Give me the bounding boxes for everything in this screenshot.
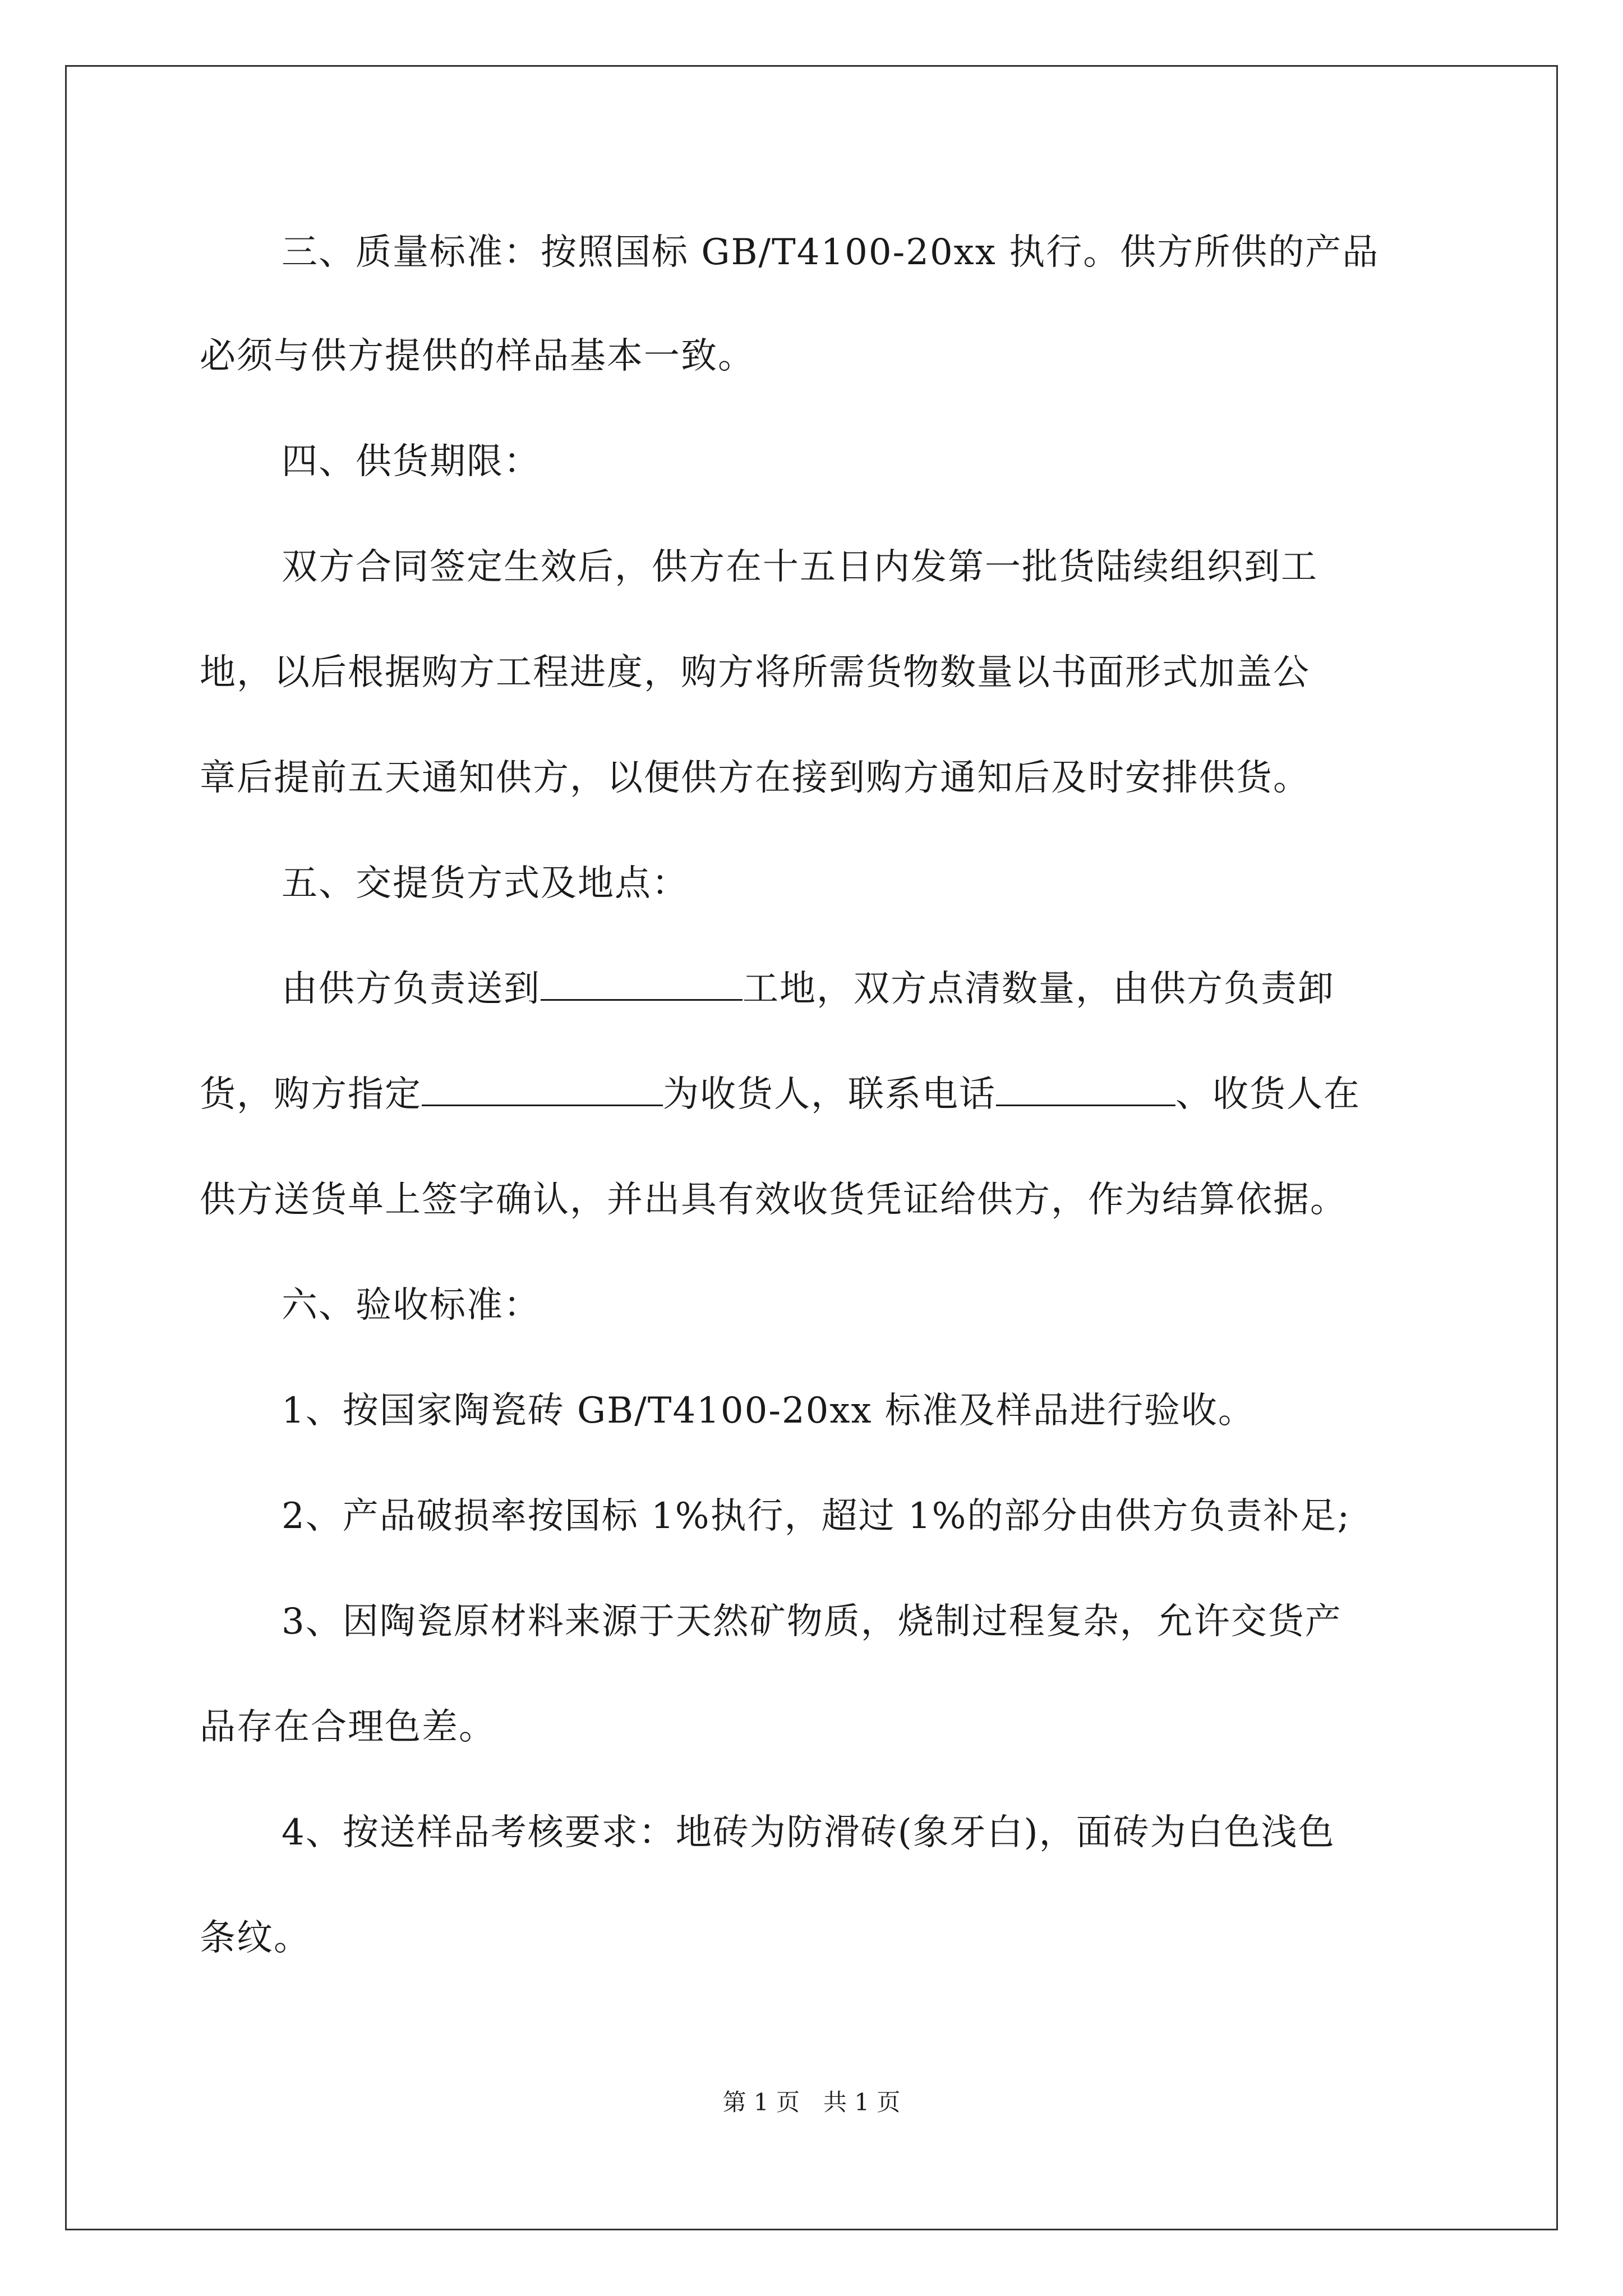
paragraph-supply-period-line-2: 地，以后根据购方工程进度，购方将所需货物数量以书面形式加盖公 xyxy=(200,652,1310,693)
paragraph-acceptance-item-3-line-2: 品存在合理色差。 xyxy=(200,1706,496,1748)
fill-in-blank-site[interactable] xyxy=(541,968,743,1001)
paragraph-supply-period-line-3: 章后提前五天通知供方，以便供方在接到购方通知后及时安排供货。 xyxy=(200,757,1310,799)
delivery-text-part-3: 货，购方指定 xyxy=(200,1074,422,1115)
heading-supply-period: 四、供货期限： xyxy=(282,441,541,482)
paragraph-acceptance-item-1: 1、按国家陶瓷砖 GB/T4100-20xx 标准及样品进行验收。 xyxy=(282,1390,1255,1432)
fill-in-blank-receiver[interactable] xyxy=(422,1073,663,1106)
delivery-text-part-1: 由供方负责送到 xyxy=(282,968,541,1010)
paragraph-acceptance-item-4-line-1: 4、按送样品考核要求：地砖为防滑砖(象牙白)，面砖为白色浅色 xyxy=(282,1812,1335,1853)
paragraph-delivery-line-1 xyxy=(282,964,1335,1014)
heading-delivery-method: 五、交提货方式及地点： xyxy=(282,863,689,904)
paragraph-delivery-line-3: 供方送货单上签字确认，并出具有效收货凭证给供方，作为结算依据。 xyxy=(200,1179,1347,1221)
delivery-text-part-4: 为收货人，联系电话 xyxy=(663,1074,996,1115)
paragraph-acceptance-item-3-line-1: 3、因陶瓷原材料来源于天然矿物质，烧制过程复杂，允许交货产 xyxy=(282,1601,1342,1642)
paragraph-quality-standard-line-2: 必须与供方提供的样品基本一致。 xyxy=(200,335,755,377)
paragraph-delivery-line-2 xyxy=(200,1069,1361,1120)
paragraph-acceptance-item-2: 2、产品破损率按国标 1%执行，超过 1%的部分由供方负责补足; xyxy=(282,1496,1351,1537)
page-border xyxy=(65,65,1558,2230)
delivery-text-part-5: 、收货人在 xyxy=(1175,1074,1361,1115)
delivery-text-part-2: 工地，双方点清数量，由供方负责卸 xyxy=(743,968,1335,1010)
heading-acceptance-standard: 六、验收标准： xyxy=(282,1285,541,1326)
page-number-footer: 第 1 页 共 1 页 xyxy=(722,2088,901,2116)
paragraph-acceptance-item-4-line-2: 条纹。 xyxy=(200,1917,311,1959)
paragraph-quality-standard-line-1: 三、质量标准：按照国标 GB/T4100-20xx 执行。供方所供的产品 xyxy=(282,232,1380,273)
fill-in-blank-phone[interactable] xyxy=(996,1073,1175,1106)
paragraph-supply-period-line-1: 双方合同签定生效后，供方在十五日内发第一批货陆续组织到工 xyxy=(282,546,1318,588)
